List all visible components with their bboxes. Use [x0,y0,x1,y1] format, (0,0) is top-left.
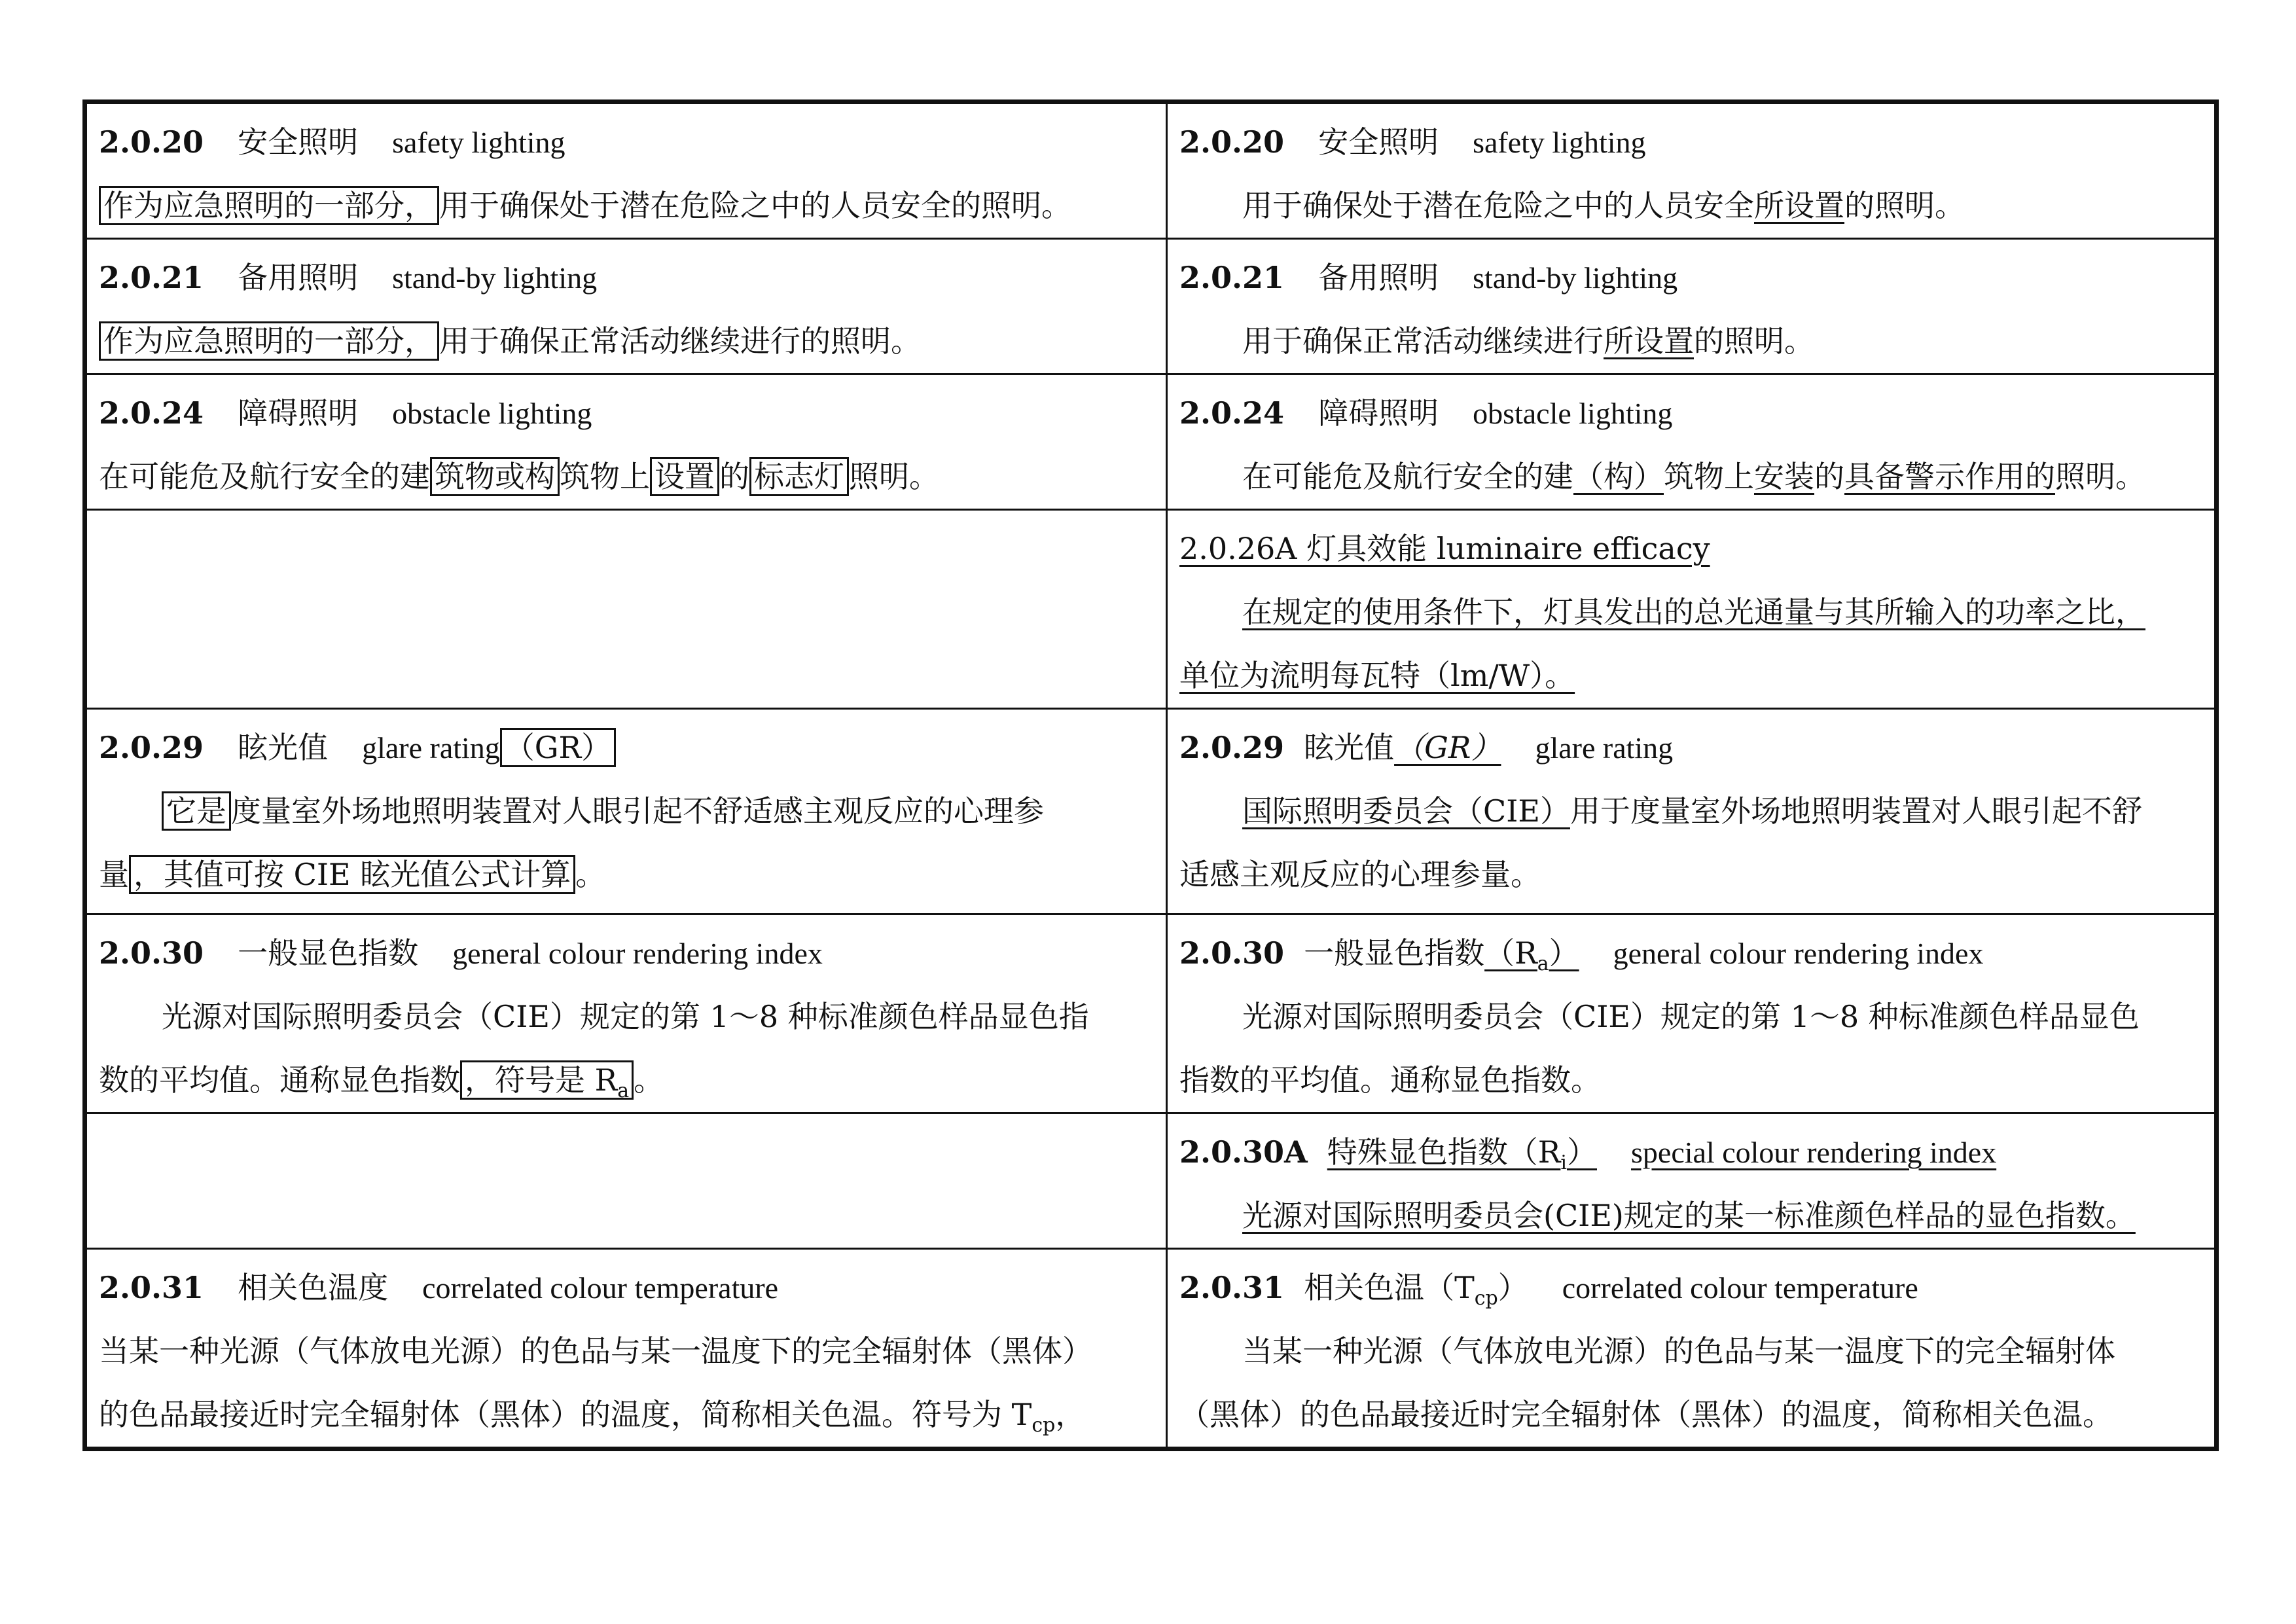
old-clause-cell-empty [85,1113,1167,1249]
inserted-text: 安装 [1754,459,1814,494]
clause-heading [1179,1256,2202,1320]
new-clause-cell [1167,709,2217,914]
clause-body: 数的平均值。通称显色指数 ，符号是 $R_a$ 。 [99,1049,1154,1112]
clause-number: 2.0.30 [1179,935,1285,971]
new-clause-cell [1167,914,2217,1113]
clause-body: 在可能危及航行安全的建（构）筑物上安装的具备警示作用的照明。 [1242,459,2145,494]
clause-heading [99,246,1154,310]
clause-body: 当某一种光源（气体放电光源）的色品与某一温度下的完全辐射体（黑体） [99,1333,1092,1369]
deleted-text-box: （GR） [500,728,616,767]
clause-term-en: safety lighting [392,126,565,159]
deleted-text-box: 设置 [650,457,719,496]
old-clause-cell [85,374,1167,510]
comparison-table [82,99,2219,1451]
clause-body: 当某一种光源（气体放电光源）的色品与某一温度下的完全辐射体 [1242,1333,2115,1369]
clause-heading: 2.0.26A 灯具效能 luminaire efficacy [1179,531,1710,566]
clause-heading [1179,922,2202,985]
clause-number: 2.0.20 [99,124,204,160]
table-row [85,239,2217,374]
old-clause-cell [85,709,1167,914]
inserted-text: 所设置 [1754,188,1844,223]
clause-term-en: stand-by lighting [392,261,598,295]
clause-number: 2.0.20 [1179,124,1285,160]
clause-body: （黑体）的色品最接近时完全辐射体（黑体）的温度，简称相关色温。 [1179,1397,2113,1432]
old-clause-cell [85,239,1167,374]
clause-body: 适感主观反应的心理参量。 [1179,857,1541,892]
clause-body: 光源对国际照明委员会(CIE)规定的某一标准颜色样品的显色指数。 [1242,1198,2136,1233]
clause-number: 2.0.24 [99,395,204,431]
old-clause-cell-empty [85,510,1167,709]
clause-number: 2.0.30A [1179,1134,1308,1170]
clause-body: 作为应急照明的一部分， 用于确保正常活动继续进行的照明。 [99,310,1154,373]
clause-number: 2.0.29 [1179,730,1285,765]
clause-heading [1179,716,2202,780]
clause-body: 在可能危及航行安全的建 筑物或构 筑物上 设置 的 标志灯 照明。 [99,445,1154,509]
clause-heading [1179,1121,2202,1184]
new-clause-cell [1167,239,2217,374]
clause-term-en: correlated colour temperature [1562,1271,1918,1305]
clause-heading [99,382,1154,445]
clause-number: 2.0.29 [99,730,204,765]
clause-term-en: glare rating [362,731,500,765]
deleted-text-box: ，其值可按 CIE 眩光值公式计算 [129,855,575,894]
clause-term-en: general colour rendering index [1613,937,1984,970]
clause-term: 备用照明 [238,260,359,295]
clause-term-en: glare rating [1535,731,1674,765]
clause-body: 国际照明委员会（CIE）用于度量室外场地照明装置对人眼引起不舒 [1242,793,2142,829]
clause-number: 2.0.24 [1179,395,1285,431]
clause-body: 光源对国际照明委员会（CIE）规定的第 1～8 种标准颜色样品显色 [1242,999,2140,1034]
old-clause-cell [85,914,1167,1113]
clause-number: 2.0.30 [99,935,204,971]
clause-term: 障碍照明 [238,395,359,431]
table-row [85,510,2217,709]
clause-body: 用于确保正常活动继续进行所设置的照明。 [1242,323,1814,359]
clause-heading [1179,382,2202,445]
table-row [85,374,2217,510]
clause-body: 指数的平均值。通称显色指数。 [1179,1062,1601,1098]
clause-heading [1179,246,2202,310]
new-clause-cell [1167,102,2217,239]
new-clause-cell [1167,374,2217,510]
clause-number: 2.0.31 [99,1270,204,1305]
new-clause-cell [1167,510,2217,709]
deleted-text-box: 作为应急照明的一部分， [99,186,439,225]
clause-term-en: stand-by lighting [1473,261,1678,295]
clause-term: 备用照明 [1318,260,1439,295]
clause-term: 眩光值 [1304,730,1395,765]
clause-term-en: obstacle lighting [392,397,592,430]
old-clause-cell [85,102,1167,239]
clause-heading [1179,111,2202,174]
table-row [85,1113,2217,1249]
clause-term-en: safety lighting [1473,126,1646,159]
deleted-text-box: 筑物或构 [430,457,560,496]
inserted-text: （GR） [1394,730,1501,765]
inserted-text: 国际照明委员会（CIE） [1242,793,1570,829]
deleted-text-box: 它是 [162,791,231,831]
inserted-text: 所设置 [1604,323,1694,359]
clause-body: 的色品最接近时完全辐射体（黑体）的温度，简称相关色温。符号为 $T_{cp}$， [99,1397,1086,1437]
table-row [85,1249,2217,1449]
table-row [85,102,2217,239]
clause-number: 2.0.21 [1179,260,1285,295]
table-row [85,709,2217,914]
table-row [85,914,2217,1113]
deleted-text-box: ，符号是 $R_a$ [460,1060,634,1100]
clause-term: 安全照明 [238,124,359,160]
clause-body: 作为应急照明的一部分， 用于确保处于潜在危险之中的人员安全的照明。 [99,174,1154,238]
clause-body: 它是 度量室外场地照明装置对人眼引起不舒适感主观反应的心理参 [99,780,1154,843]
clause-term: 安全照明 [1318,124,1439,160]
inserted-text: 具备警示作用的 [1844,459,2055,494]
clause-heading [99,1256,1154,1320]
clause-body: 光源对国际照明委员会（CIE）规定的第 1～8 种标准颜色样品显色指 [162,999,1089,1034]
inserted-text: 特殊显色指数$(R_i)$ [1327,1134,1597,1175]
clause-term: 障碍照明 [1318,395,1439,431]
new-clause-cell [1167,1249,2217,1449]
clause-number: 2.0.21 [99,260,204,295]
clause-term: 相关色温度 [238,1270,389,1305]
clause-term-en: general colour rendering index [452,937,823,970]
clause-term: 一般显色指数 [1304,935,1485,971]
clause-heading [99,922,1154,985]
clause-heading [99,716,1154,780]
deleted-text-box: 标志灯 [749,457,849,496]
clause-term: 一般显色指数 [238,935,419,971]
clause-term: 相关色温$(T_{cp})$ [1304,1270,1528,1310]
clause-number: 2.0.31 [1179,1270,1285,1305]
old-clause-cell [85,1249,1167,1449]
inserted-text: （构） [1573,459,1664,494]
clause-body: 量 ，其值可按 CIE 眩光值公式计算 。 [99,843,1154,907]
clause-term-en: correlated colour temperature [422,1271,779,1305]
clause-body: 单位为流明每瓦特（lm/W）。 [1179,658,1575,693]
clause-body: 用于确保处于潜在危险之中的人员安全所设置的照明。 [1242,188,1965,223]
clause-term-en: obstacle lighting [1473,397,1673,430]
deleted-text-box: 作为应急照明的一部分， [99,321,439,361]
clause-term-en: special colour rendering index [1631,1136,1997,1169]
clause-heading [99,111,1154,174]
clause-term: 眩光值 [238,730,329,765]
new-clause-cell [1167,1113,2217,1249]
inserted-text: $(R_a)$ [1484,935,1579,976]
clause-body: 在规定的使用条件下，灯具发出的总光通量与其所输入的功率之比， [1242,594,2145,630]
